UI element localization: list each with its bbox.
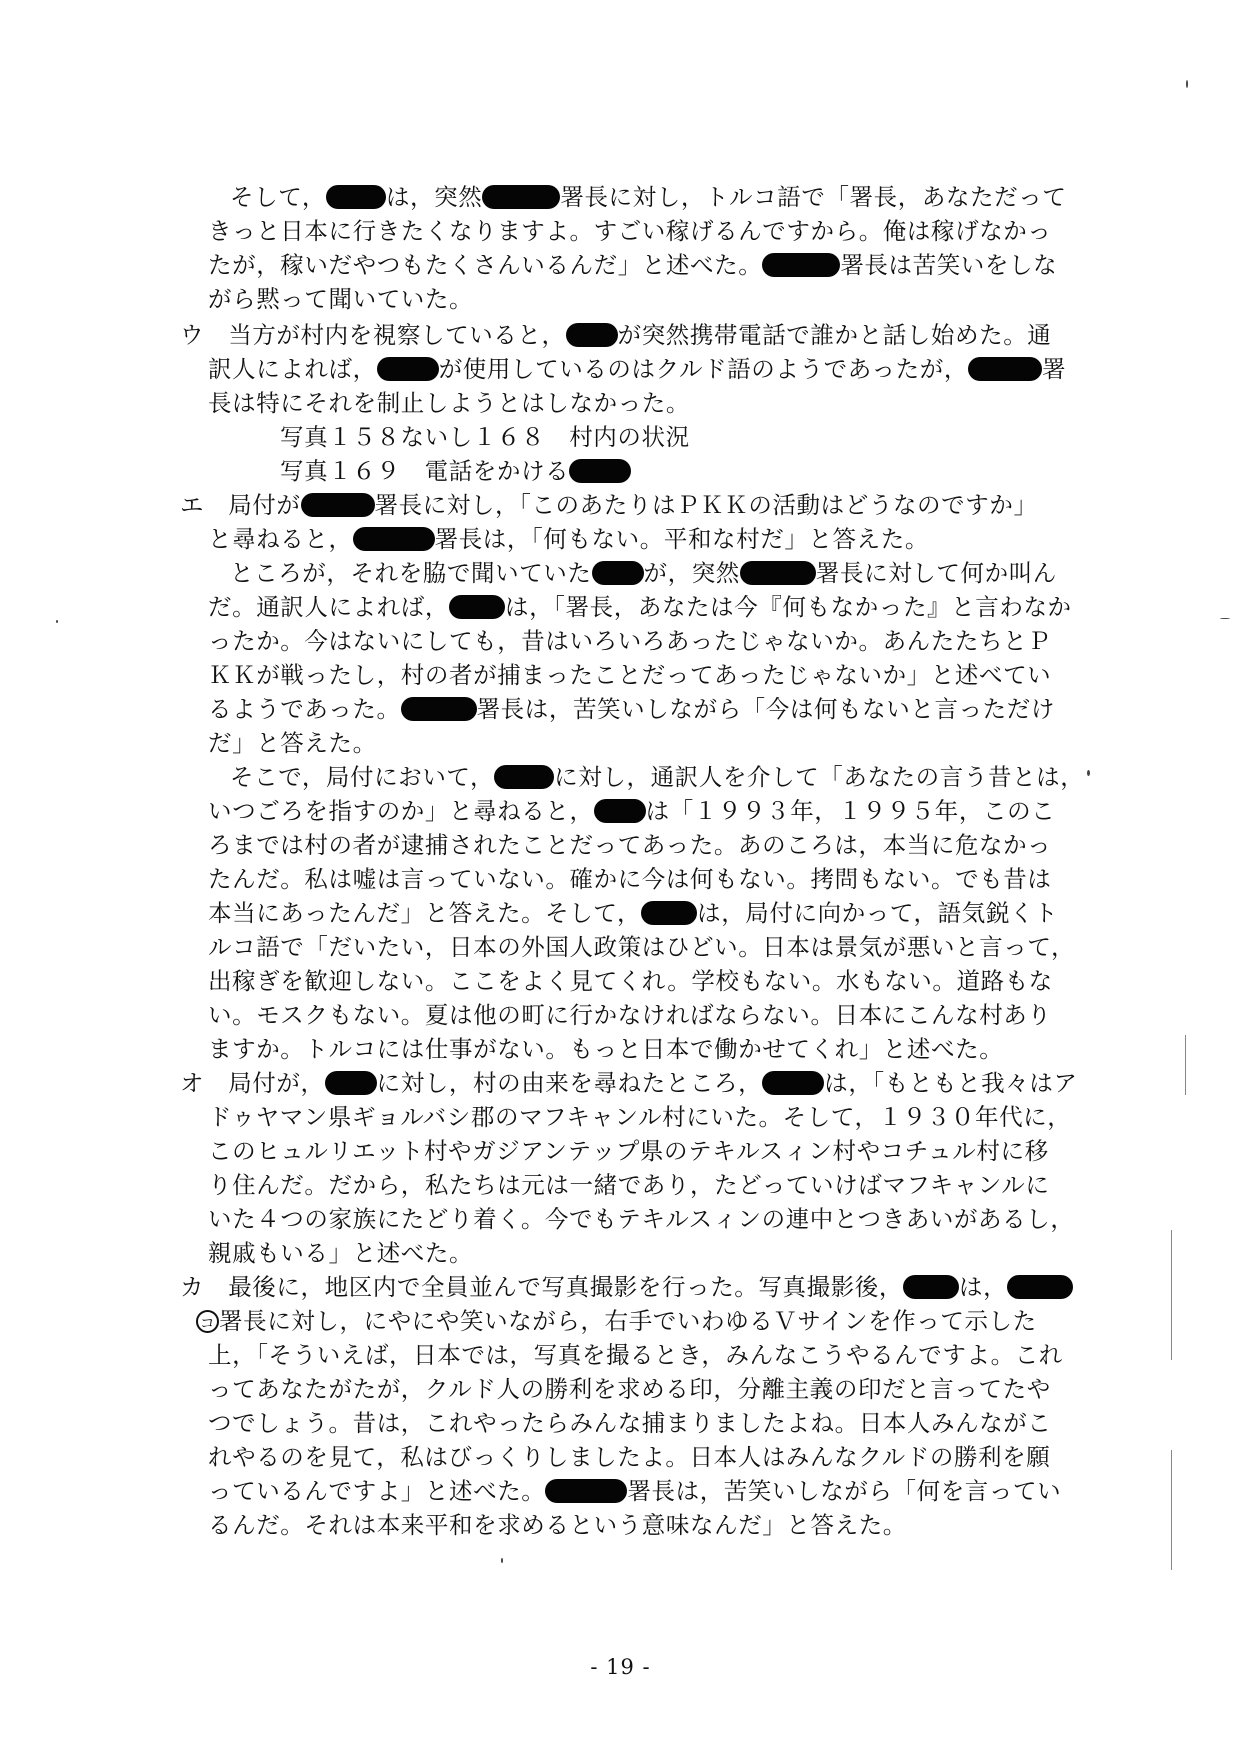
text-line — [208, 1134, 1049, 1168]
redaction-mark — [377, 357, 439, 381]
scan-speck — [1186, 80, 1188, 88]
redaction-mark — [353, 527, 435, 551]
text-segment: オ 局付が， — [180, 1069, 325, 1097]
text-line — [208, 1168, 1050, 1202]
text-line — [180, 1066, 1078, 1100]
text-segment: 署長に対し，「このあたりはＰＫＫの活動はどうなのですか」 — [374, 491, 1038, 519]
text-segment: エ 局付が — [180, 491, 301, 519]
text-line — [208, 1406, 1052, 1440]
text-segment: り住んだ。だから，私たちは元は一緒であり，たどっていけばマフキャンルに — [208, 1171, 1050, 1199]
text-segment: い。モスクもない。夏は他の町に行かなければならない。日本にこんな村あり — [208, 1001, 1052, 1029]
text-line — [208, 590, 1072, 624]
text-segment: たが，稼いだやつもたくさんいるんだ」と述べた。 — [208, 251, 763, 279]
text-segment: に対し，通訳人を介して「あなたの言う昔とは， — [554, 763, 1085, 791]
text-segment: は，「署長，あなたは今『何もなかった』と言わなか — [505, 593, 1072, 621]
redaction-mark — [641, 901, 697, 925]
text-segment: ところが，それを脇で聞いていた — [230, 559, 592, 587]
text-segment: 署長は，「何もない。平和な村だ」と答えた。 — [434, 525, 929, 553]
text-line — [208, 282, 473, 316]
text-segment: るんだ。それは本来平和を求めるという意味なんだ」と答えた。 — [208, 1511, 907, 1539]
text-segment: つでしょう。昔は，これやったらみんな捕まりましたよね。日本人みんながこ — [208, 1409, 1052, 1437]
text-segment: が，突然 — [643, 559, 740, 587]
redaction-mark — [592, 561, 644, 585]
text-segment: は「１９９３年，１９９５年，このこ — [645, 797, 1056, 825]
text-line — [208, 1202, 1074, 1236]
text-line — [208, 1372, 1051, 1406]
text-segment: ＫＫが戦ったし，村の者が捕まったことだってあったじゃないか」と述べてい — [208, 661, 1052, 689]
text-line — [208, 1100, 1071, 1134]
text-segment: 署長は苦笑いをしな — [840, 251, 1058, 279]
text-line — [208, 828, 1051, 862]
text-line — [180, 1270, 1073, 1304]
redaction-mark — [401, 697, 477, 721]
text-segment: は，突然 — [385, 183, 483, 211]
redaction-mark — [326, 185, 386, 209]
text-line — [208, 522, 929, 556]
text-segment: が使用しているのはクルド語のようであったが， — [438, 355, 968, 383]
redaction-mark — [494, 765, 554, 789]
text-segment: そして， — [230, 183, 326, 211]
text-line — [208, 794, 1055, 828]
redaction-mark — [762, 253, 840, 277]
scan-speck — [501, 1558, 503, 1563]
text-line — [208, 1032, 1003, 1066]
text-line — [208, 1508, 907, 1542]
text-line — [208, 930, 1075, 964]
text-segment: いた４つの家族にたどり着く。今でもテキルスィンの連中とつきあいがあるし， — [208, 1205, 1075, 1233]
text-segment: 写真１６９ 電話をかける — [280, 457, 570, 485]
redaction-mark — [545, 1479, 627, 1503]
text-segment: れやるのを見て，私はびっくりしましたよ。日本人はみんなクルドの勝利を願 — [208, 1443, 1051, 1471]
text-segment: 訳人によれば， — [208, 355, 377, 383]
text-segment: ろまでは村の者が逮捕されたことだってあった。あのころは，本当に危なかっ — [208, 831, 1052, 859]
text-line — [180, 488, 1038, 522]
text-line — [208, 896, 1058, 930]
redaction-mark — [325, 1071, 377, 1095]
scan-margin-line — [1171, 1230, 1172, 1360]
text-segment: このヒュルリエット村やガジアンテップ県のテキルスィン村やコチュル村に移 — [208, 1137, 1049, 1165]
redaction-mark — [301, 493, 375, 517]
redaction-mark — [482, 185, 560, 209]
redaction-mark — [903, 1275, 959, 1299]
text-segment: に対し，村の由来を尋ねたところ， — [376, 1069, 763, 1097]
text-line — [208, 352, 1066, 386]
text-segment: は，局付に向かって，語気鋭くト — [697, 899, 1059, 927]
text-line — [196, 1304, 1037, 1338]
text-segment: ってあなたがたが，クルド人の勝利を求める印，分離主義の印だと言ってたや — [208, 1375, 1051, 1403]
text-segment: カ 最後に，地区内で全員並んで写真撮影を行った。写真撮影後， — [180, 1273, 903, 1301]
text-segment: っているんですよ」と述べた。 — [208, 1477, 546, 1505]
text-line — [208, 862, 1052, 896]
text-line — [208, 248, 1057, 282]
text-segment: たんだ。私は嘘は言っていない。確かに今は何もない。拷問もない。でも昔は — [208, 865, 1052, 893]
text-line — [208, 1236, 473, 1270]
text-line — [230, 760, 1084, 794]
text-segment: 署長に対し，にやにや笑いながら，右手でいわゆるＶサインを作って示した — [219, 1307, 1037, 1335]
text-segment: きっと日本に行きたくなりますよ。すごい稼げるんですから。俺は稼げなかっ — [208, 217, 1052, 245]
redaction-mark — [740, 561, 816, 585]
redaction-mark — [968, 357, 1042, 381]
text-segment: 長は特にそれを制止しようとはしなかった。 — [208, 389, 690, 417]
text-line — [208, 726, 377, 760]
text-segment: 写真１５８ないし１６８ 村内の状況 — [280, 423, 690, 451]
text-segment: 出稼ぎを歓迎しない。ここをよく見てくれ。学校もない。水もない。道路もな — [208, 967, 1053, 995]
scan-margin-line — [1185, 1035, 1186, 1095]
text-segment: ますか。トルコには仕事がない。もっと日本で働かせてくれ」と述べた。 — [208, 1035, 1004, 1063]
text-line — [180, 318, 1051, 352]
text-segment: ドゥヤマン県ギョルバシ郡のマフキャンル村にいた。そして，１９３０年代に， — [208, 1103, 1072, 1131]
text-line — [208, 964, 1053, 998]
text-line — [230, 556, 1057, 590]
text-segment: ったか。今はないにしても，昔はいろいろあったじゃないか。あんたたちとＰ — [208, 627, 1052, 655]
text-segment: 署長に対し，トルコ語で「署長，あなただって — [560, 183, 1067, 211]
text-segment: は，「もともと我々はア — [824, 1069, 1078, 1097]
text-segment: 署 — [1041, 355, 1067, 383]
text-segment: 本当にあったんだ」と答えた。そして， — [208, 899, 642, 927]
redaction-mark — [762, 1071, 824, 1095]
redaction-mark — [449, 595, 505, 619]
text-line — [208, 1474, 1061, 1508]
circled-mark: コ — [196, 1310, 219, 1333]
text-line — [208, 1338, 1063, 1372]
scan-speck — [1087, 770, 1090, 776]
text-line — [208, 214, 1052, 248]
redaction-mark — [594, 799, 646, 823]
text-line — [208, 998, 1052, 1032]
text-segment: ウ 当方が村内を視察していると， — [180, 321, 566, 349]
text-line — [280, 454, 631, 488]
text-segment: がら黙って聞いていた。 — [208, 285, 474, 313]
scan-margin-line — [1171, 1450, 1172, 1570]
redaction-mark — [566, 323, 618, 347]
text-line — [208, 692, 1055, 726]
redaction-mark — [569, 459, 631, 483]
text-segment: だ。通訳人によれば， — [208, 593, 449, 621]
text-line — [208, 1440, 1050, 1474]
scan-speck — [56, 620, 58, 623]
text-line — [208, 386, 690, 420]
redaction-mark — [1007, 1275, 1073, 1299]
text-segment: が突然携帯電話で誰かと話し始めた。通 — [617, 321, 1052, 349]
page-number: - 19 - — [590, 1655, 651, 1679]
text-segment: は， — [959, 1273, 1008, 1301]
text-segment: いつごろを指すのか」と尋ねると， — [208, 797, 594, 825]
text-line — [208, 624, 1051, 658]
text-segment: ルコ語で「だいたい，日本の外国人政策はひどい。日本は景気が悪いと言って， — [208, 933, 1076, 961]
text-segment: るようであった。 — [208, 695, 401, 723]
text-segment: そこで，局付において， — [230, 763, 495, 791]
text-segment: 署長に対して何か叫ん — [815, 559, 1057, 587]
scan-speck — [1220, 618, 1230, 619]
text-segment: と尋ねると， — [208, 525, 353, 553]
text-segment: 親戚もいる」と述べた。 — [208, 1239, 474, 1267]
text-line — [208, 658, 1051, 692]
text-line — [230, 180, 1066, 214]
text-segment: 上，「そういえば，日本では，写真を撮るとき，みんなこうやるんですよ。これ — [208, 1341, 1063, 1369]
text-segment: 署長は，苦笑いしながら「今は何もないと言っただけ — [476, 695, 1055, 723]
text-segment: 署長は，苦笑いしながら「何を言ってい — [627, 1477, 1062, 1505]
text-line — [280, 420, 690, 454]
text-segment: だ」と答えた。 — [208, 729, 377, 757]
